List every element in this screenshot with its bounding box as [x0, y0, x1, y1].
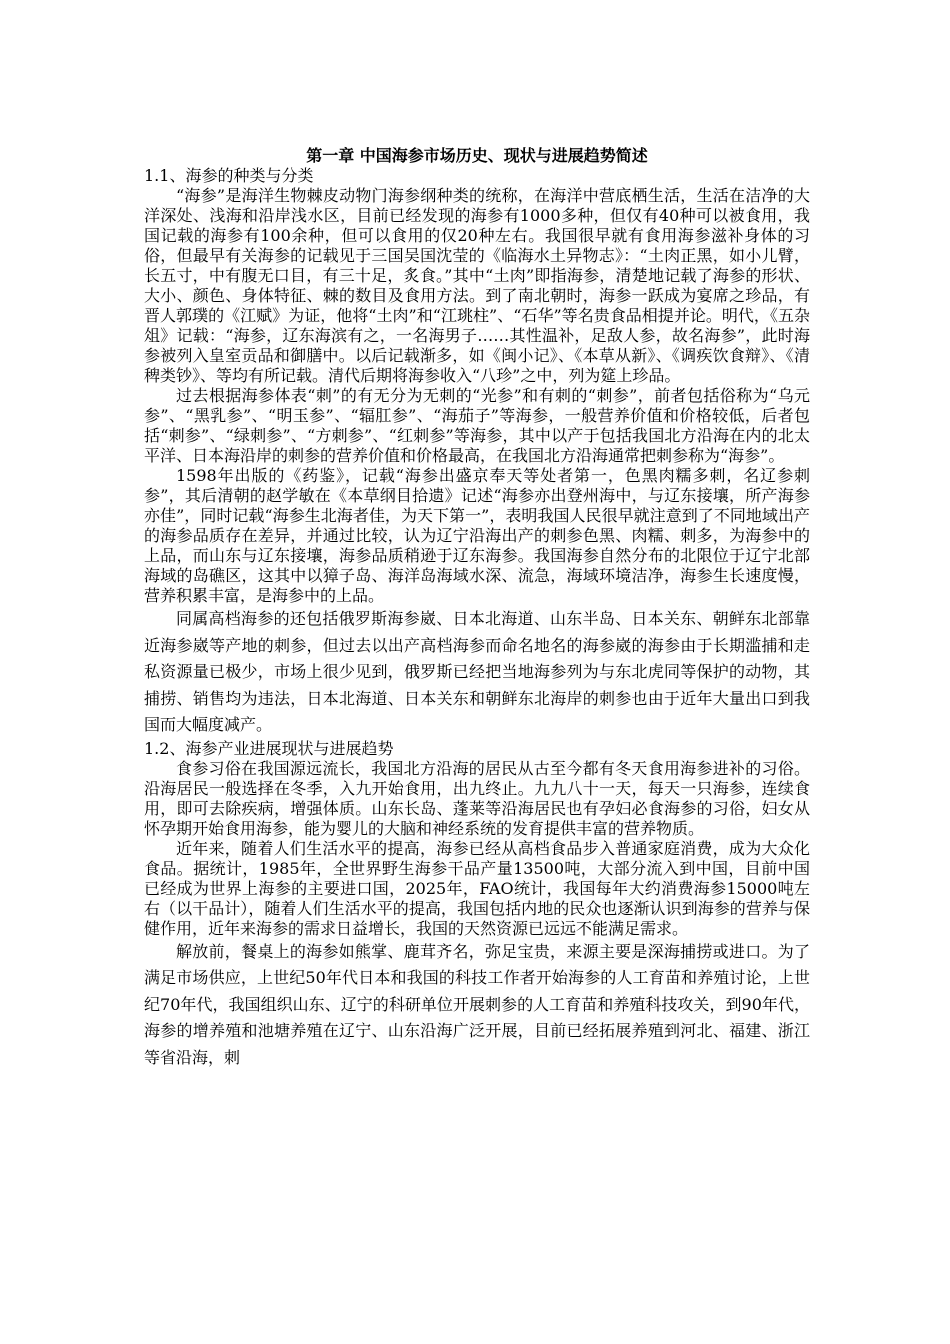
- section-1-2: [144, 739, 810, 1072]
- section-heading: 1.2、海参产业进展现状与进展趋势: [144, 738, 394, 758]
- section-1-1: [144, 166, 810, 739]
- section-heading: 1.1、海参的种类与分类: [144, 166, 314, 185]
- paragraph: 1598年出版的《药鉴》，记载“海参出盛京奉天等处者第一，色黑肉糯多刺，名辽参刺参”，其后清朝的赵学敏在《本草纲目拾遗》记述“海参亦出登州海中，与辽东接壤，所产海参亦佳”，同时记载“海参生北海者佳，为天下第一”，表明我国人民很早就注意到了不同地域出产的海参品质存在差异，并通过比较，认为辽宁沿海出产的刺参色黑、肉糯、刺多，为海参中的上品，而山东与辽东接壤，海参品质稍逊于辽东海参。我国海参自然分布的北限位于辽宁北部海域的岛礁区，这其中以獐子岛、海洋岛海域水深、流急，海域环境洁净，海参生长速度慢，营养积累丰富，是海参中的上品。: [144, 466, 810, 605]
- chapter-title: 第一章 中国海参市场历史、现状与进展趋势简述: [306, 146, 648, 165]
- document-body: [144, 146, 810, 1071]
- paragraph: 同属高档海参的还包括俄罗斯海参崴、日本北海道、山东半岛、日本关东、朝鲜东北部靠近海参崴等产地的刺参，但过去以出产高档海参而命名地名的海参崴的海参由于长期滥捕和走私资源量已极少，市场上很少见到，俄罗斯已经把当地海参列为与东北虎同等保护的动物，其捕捞、销售均为违法，日本北海道、日本关东和朝鲜东北海岸的刺参也由于近年大量出口到我国而大幅度减产。: [144, 609, 810, 734]
- paragraph: 近年来，随着人们生活水平的提高，海参已经从高档食品步入普通家庭消费，成为大众化食品。据统计，1985年，全世界野生海参干品产量13500吨，大部分流入到中国，目前中国已经成为世界上海参的主要进口国，2025年，FAO统计，我国每年大约消费海参15000吨左右（以干品计），随着人们生活水平的提高，我国包括内地的民众也逐渐认识到海参的营养与保健作用，近年来海参的需求日益增长，我国的天然资源已远远不能满足需求。: [144, 838, 810, 938]
- paragraph: 解放前，餐桌上的海参如熊掌、鹿茸齐名，弥足宝贵，来源主要是深海捕捞或进口。为了满足市场供应，上世纪50年代日本和我国的科技工作者开始海参的人工育苗和养殖讨论，上世纪70年代，我国组织山东、辽宁的科研单位开展刺参的人工育苗和养殖科技攻关，到90年代，海参的增养殖和池塘养殖在辽宁、山东沿海广泛开展，目前已经拓展养殖到河北、福建、浙江等省沿海，刺: [144, 941, 810, 1067]
- paragraph: “海参”是海洋生物棘皮动物门海参纲种类的统称，在海洋中营底栖生活，生活在洁净的大洋深处、浅海和沿岸浅水区，目前已经发现的海参有1000多种，但仅有40种可以被食用，我国记载的海参有100余种，但可以食用的仅20种左右。我国很早就有食用海参滋补身体的习俗，但最早有关海参的记载见于三国吴国沈莹的《临海水土异物志》：“土肉正黑，如小儿臂，长五寸，中有腹无口目，有三十足，炙食。”其中“土肉”即指海参，清楚地记载了海参的形状、大小、颜色、身体特征、棘的数目及食用方法。到了南北朝时，海参一跃成为宴席之珍品，有晋人郭璞的《江赋》为证，他将“土肉”和“江珧柱”、“石华”等名贵食品相提并论。明代，《五杂俎》记载：“海参，辽东海滨有之，一名海男子……其性温补，足敌人参，故名海参”，此时海参被列入皇室贡品和御膳中。以后记载渐多，如《闽小记》、《本草从新》、《调疾饮食辩》、《清稗类钞》、等均有所记载。清代后期将海参收入“八珍”之中，列为筵上珍品。: [144, 186, 810, 385]
- paragraph: 过去根据海参体表“刺”的有无分为无刺的“光参”和有刺的“刺参”，前者包括俗称为“乌元参”、“黑乳参”、“明玉参”、“辐肛参”、“海茄子”等海参，一般营养价值和价格较低，后者包括“刺参”、“绿刺参”、“方刺参”、“红刺参”等海参，其中以产于包括我国北方沿海在内的北太平洋、日本海沿岸的刺参的营养价值和价格最高，在我国北方沿海通常把刺参称为“海参”。: [144, 386, 810, 465]
- paragraph: 食参习俗在我国源远流长，我国北方沿海的居民从古至今都有冬天食用海参进补的习俗。沿海居民一般选择在冬季，入九开始食用，出九终止。九九八十一天，每天一只海参，连续食用，即可去除疾病，增强体质。山东长岛、蓬莱等沿海居民也有孕妇必食海参的习俗，妇女从怀孕期开始食用海参，能为婴儿的大脑和神经系统的发育提供丰富的营养物质。: [144, 758, 810, 838]
